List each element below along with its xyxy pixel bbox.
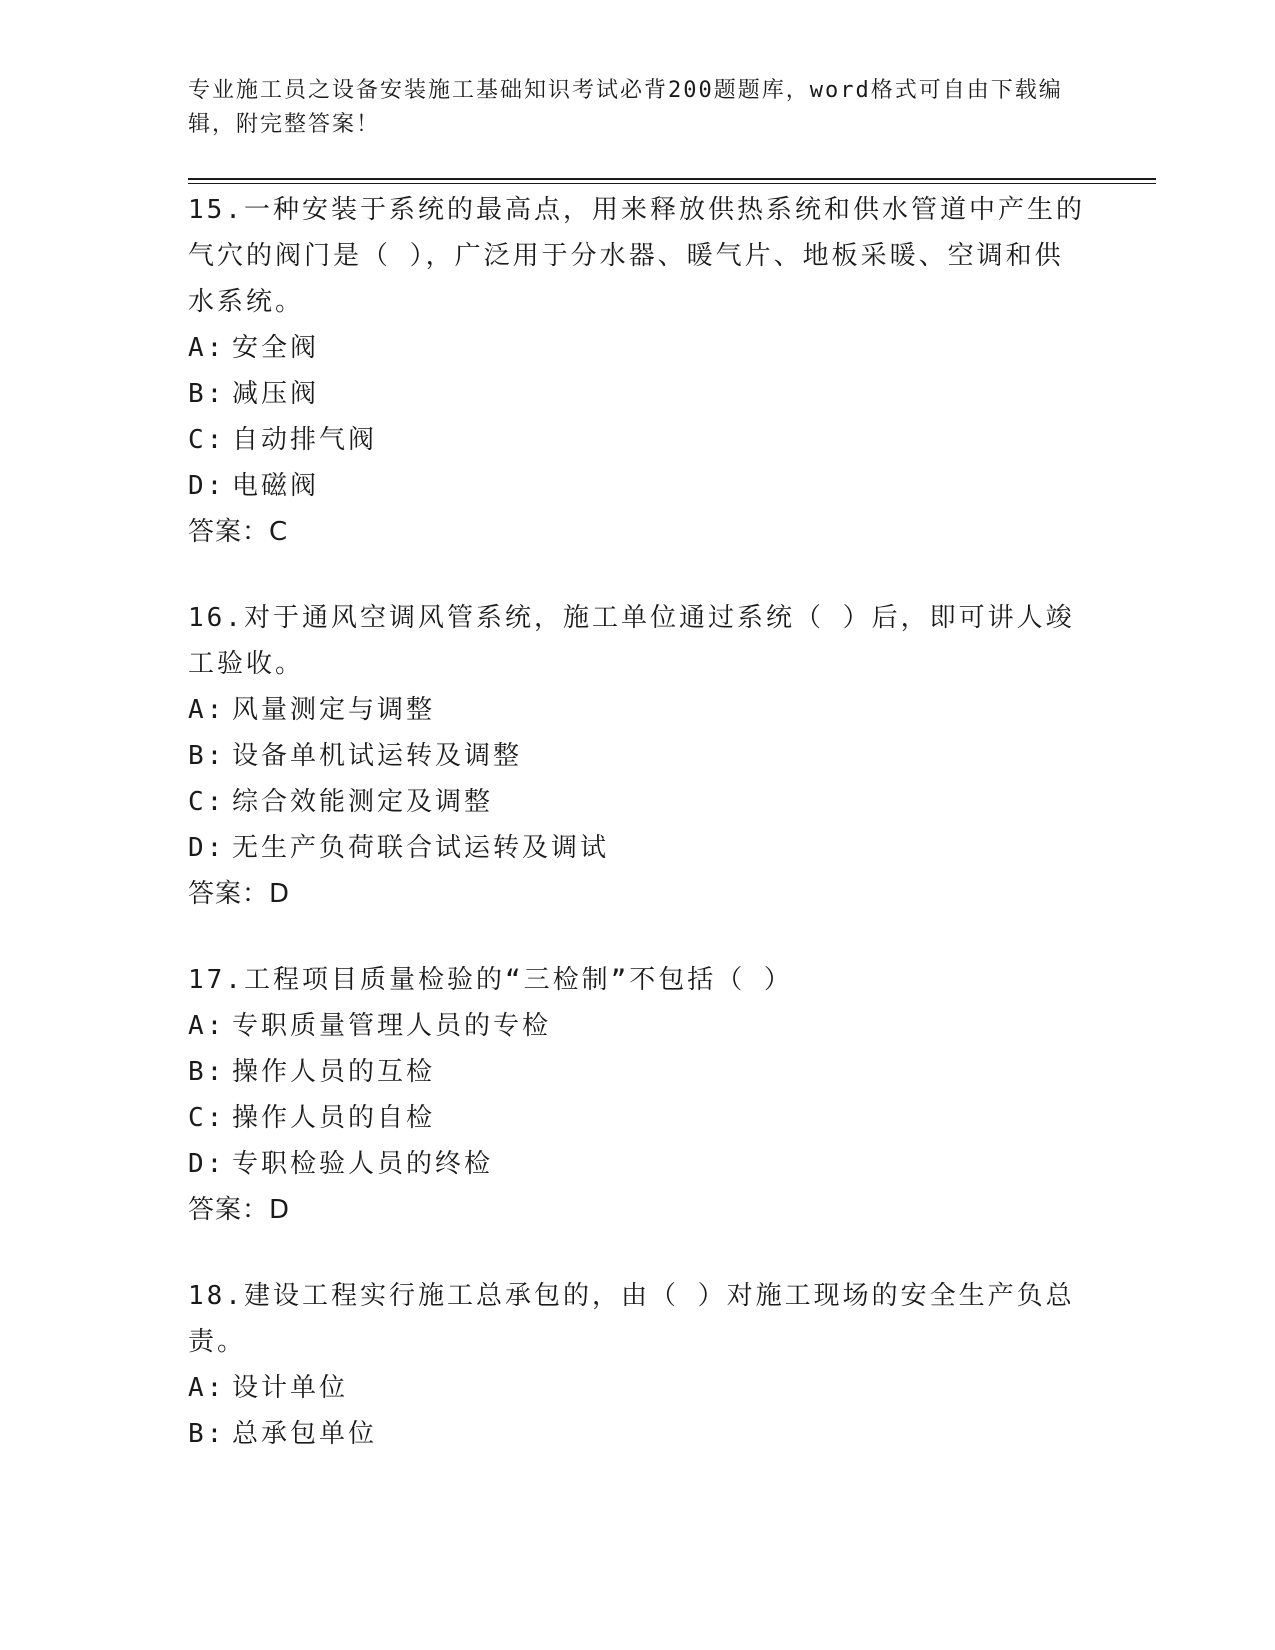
option-text: 专职质量管理人员的专检 (232, 1011, 552, 1041)
header-divider (188, 178, 1156, 180)
option-d (188, 1141, 1088, 1187)
option-c (188, 779, 1088, 825)
question-16 (188, 595, 1088, 917)
option-text: 总承包单位 (232, 1419, 378, 1449)
answer: 答案：D (188, 879, 291, 909)
option-b (188, 1049, 1088, 1095)
option-text: 操作人员的互检 (232, 1057, 436, 1087)
option-text: 操作人员的自检 (232, 1103, 436, 1133)
option-key: A: (188, 333, 226, 363)
option-key: B: (188, 1419, 226, 1449)
option-b (188, 1411, 1088, 1457)
option-text: 安全阀 (232, 333, 320, 363)
question-list (188, 187, 1088, 1497)
option-text: 专职检验人员的终检 (232, 1149, 494, 1179)
document-title: 专业施工员之设备安装施工基础知识考试必背200题题库，word格式可自由下载编辑，附完整答案！ (188, 78, 1063, 137)
option-key: D: (188, 471, 226, 501)
option-key: C: (188, 1103, 226, 1133)
option-text: 设计单位 (232, 1373, 349, 1403)
question-stem: 17.工程项目质量检验的“三检制”不包括（ ） (188, 965, 793, 995)
option-a (188, 1365, 1088, 1411)
option-text: 无生产负荷联合试运转及调试 (232, 833, 610, 863)
question-18 (188, 1273, 1088, 1457)
option-text: 自动排气阀 (232, 425, 378, 455)
option-key: D: (188, 833, 226, 863)
option-key: C: (188, 425, 226, 455)
option-d (188, 463, 1088, 509)
question-stem: 15.一种安装于系统的最高点，用来释放供热系统和供水管道中产生的气穴的阀门是（ ），广泛用于分水器、暖气片、地板采暖、空调和供水系统。 (188, 195, 1085, 317)
option-key: B: (188, 379, 226, 409)
option-text: 风量测定与调整 (232, 695, 436, 725)
question-17 (188, 957, 1088, 1233)
option-text: 设备单机试运转及调整 (232, 741, 523, 771)
option-c (188, 1095, 1088, 1141)
option-c (188, 417, 1088, 463)
option-text: 减压阀 (232, 379, 320, 409)
option-key: B: (188, 1057, 226, 1087)
option-key: A: (188, 1373, 226, 1403)
option-d (188, 825, 1088, 871)
option-key: C: (188, 787, 226, 817)
option-key: B: (188, 741, 226, 771)
option-b (188, 371, 1088, 417)
question-stem: 18.建设工程实行施工总承包的，由（ ）对施工现场的安全生产负总责。 (188, 1281, 1075, 1357)
option-key: A: (188, 695, 226, 725)
header-divider-thin (188, 183, 1156, 184)
option-key: A: (188, 1011, 226, 1041)
answer: 答案：D (188, 1195, 291, 1225)
option-text: 电磁阀 (232, 471, 320, 501)
option-text: 综合效能测定及调整 (232, 787, 494, 817)
document-header (188, 74, 1088, 142)
option-key: D: (188, 1149, 226, 1179)
answer: 答案：C (188, 517, 289, 547)
option-a (188, 687, 1088, 733)
question-15 (188, 187, 1088, 555)
option-a (188, 325, 1088, 371)
question-stem: 16.对于通风空调风管系统，施工单位通过系统（ ）后，即可讲人竣工验收。 (188, 603, 1075, 679)
option-b (188, 733, 1088, 779)
option-a (188, 1003, 1088, 1049)
